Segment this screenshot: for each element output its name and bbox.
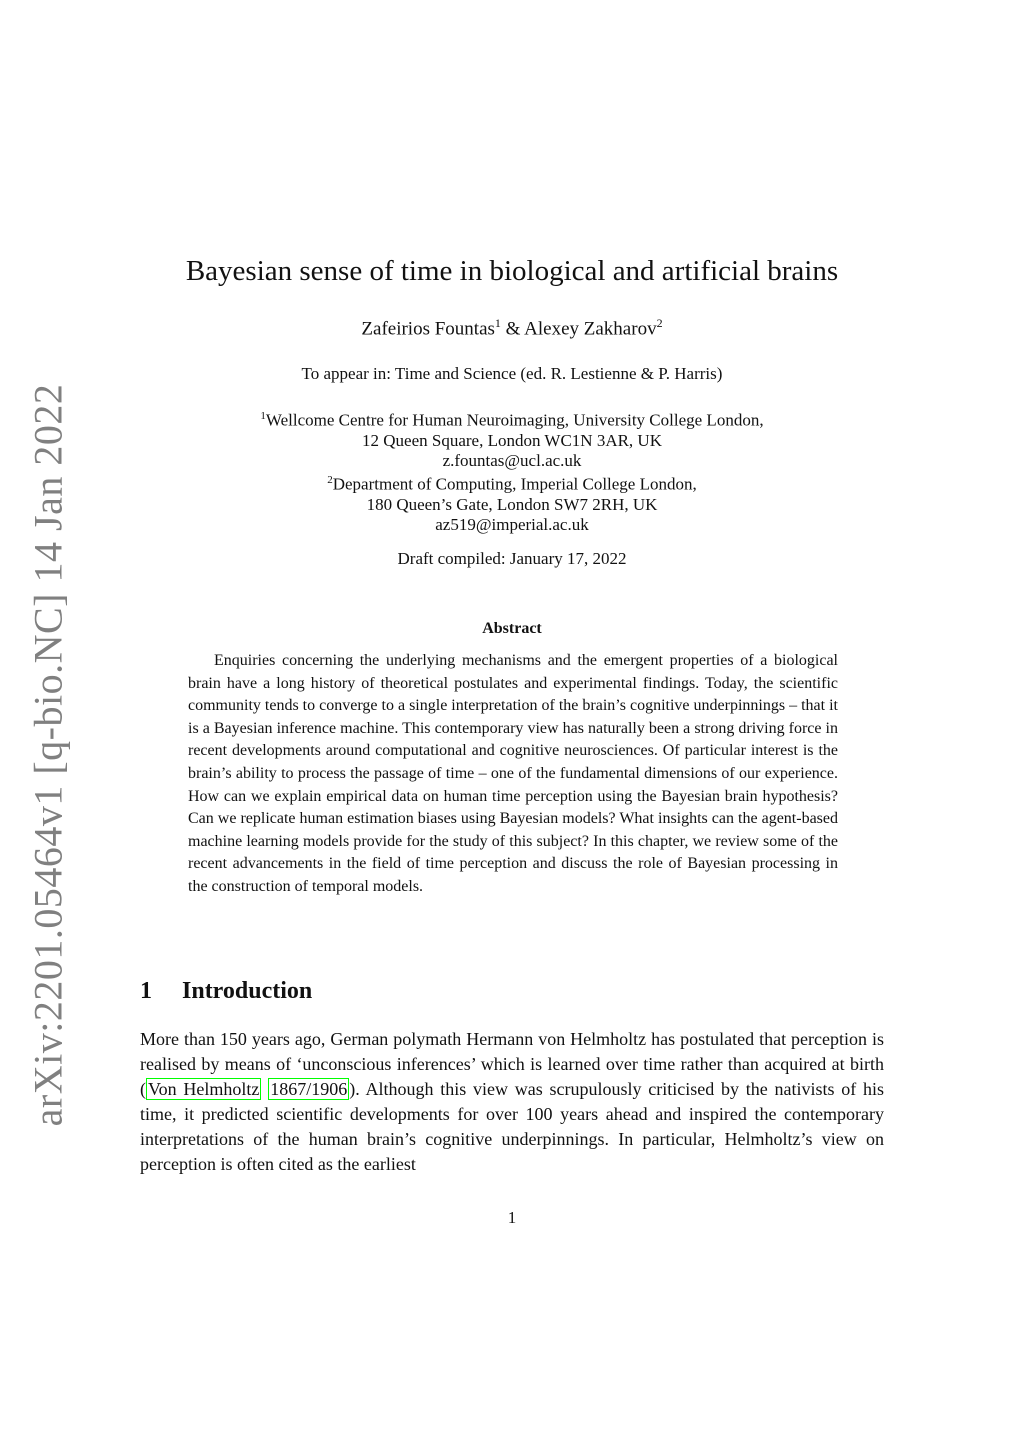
affiliation-email: az519@imperial.ac.uk [435,514,589,534]
affiliation-marker: 1 [260,410,266,422]
citation-link-year[interactable]: 1867/1906 [270,1079,348,1099]
affiliation-line [0,406,1024,431]
author-name: Alexey Zakharov [524,318,657,340]
affiliation-line [0,470,1024,495]
affiliation-address: 180 Queen’s Gate, London SW7 2RH, UK [366,494,658,514]
paper-title: Bayesian sense of time in biological and artificial brains [185,255,839,287]
section-number: 1 [140,978,152,1004]
citation-link-author[interactable]: Von Helmholtz [148,1079,260,1099]
affiliation-marker: 2 [327,474,333,486]
page-number: 1 [507,1208,517,1227]
intro-text: ). Although this view was scrupulously criticised by the nativists of his time, it predicted scientific developments for over 100 years ahead and inspired the contemporary interpretations of the human brain’s cognitive underpinnings. In particular, Helmholtz’s view on perception is often cited as the earliest [140,1079,884,1174]
author-line [0,316,1024,340]
section-title: Introduction [182,978,313,1004]
author-connector: & [500,318,525,340]
abstract-heading: Abstract [482,620,542,637]
abstract-text: Enquiries concerning the underlying mechanisms and the emergent properties of a biological brain have a long history of theoretical postulates and experimental findings. Today, the scientific community tends to converge to a single interpretation of the brain’s cognitive underpinnings – that it is a Bayesian inference machine. This contemporary view has naturally been a strong driving force in recent developments around computational and cognitive neurosciences. Of particular interest is the brain’s ability to process the passage of time – one of the fundamental dimensions of our experience. How can we explain empirical data on human time perception using the Bayesian brain hypothesis? Can we replicate human estimation biases using Bayesian models? What insights can the agent-based machine learning models provide for the study of this subject? In this chapter, we review some of the recent advancements in the field of time perception and discuss the role of Bayesian processing in the construction of temporal models. [188,652,838,895]
arxiv-identifier-stamp[interactable]: arXiv:2201.05464v1 [q-bio.NC] 14 Jan 2022 [25,383,71,1127]
draft-date: Draft compiled: January 17, 2022 [397,549,627,568]
introduction-paragraph [140,1027,884,1177]
publication-note: To appear in: Time and Science (ed. R. Lestienne & P. Harris) [301,364,723,383]
affiliation-institution: Wellcome Centre for Human Neuroimaging, University College London, [265,410,764,430]
affiliation-institution: Department of Computing, Imperial College London, [332,474,697,494]
affiliation-marker: 2 [656,316,663,330]
affiliation-email: z.fountas@ucl.ac.uk [442,450,582,470]
section-heading [140,978,312,1005]
affiliation-address: 12 Queen Square, London WC1N 3AR, UK [362,430,662,450]
author-name: Zafeirios Fountas [361,318,495,340]
intro-text: More than 150 years ago, German polymath Hermann von Helmholtz has postulated that perception is realised by means of ‘unconscious inferences’ which is learned over time rather than acquired at birth ( [140,1029,884,1099]
affiliation-block [0,470,1024,535]
affiliation-block [0,406,1024,471]
affiliation-marker: 1 [494,316,501,330]
